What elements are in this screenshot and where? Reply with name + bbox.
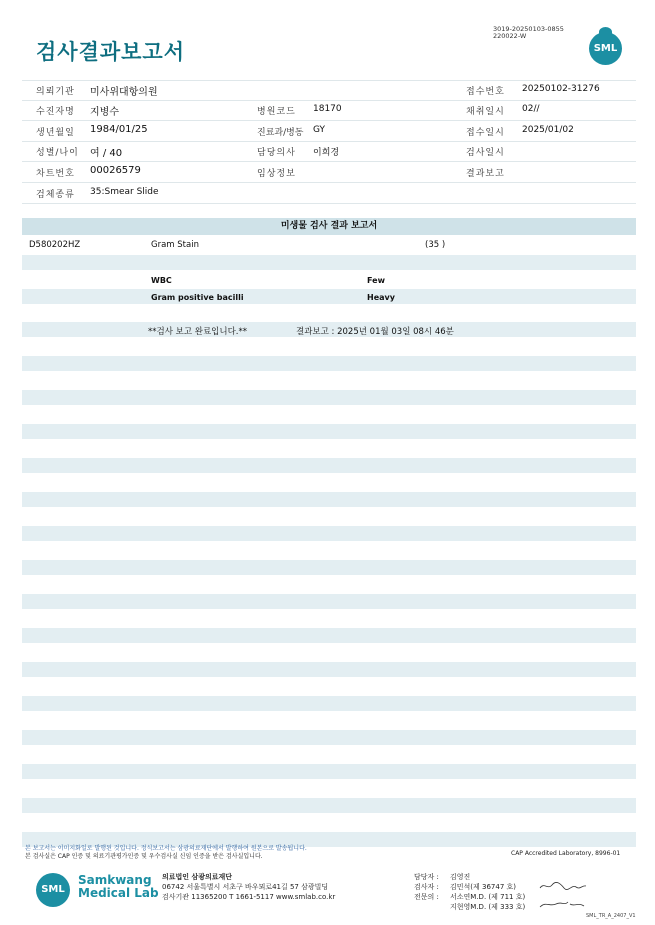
- label-receipt-date: 접수일시: [466, 128, 505, 138]
- footer-note-accreditation: 본 검사실은 CAP 인증 및 의료기관평가인증 및 우수검사실 신임 인증을 받은 검사실입니다.: [25, 853, 263, 860]
- result-value: Few: [367, 276, 385, 285]
- label-doctor: 담당의사: [257, 148, 296, 158]
- divider: [22, 100, 636, 101]
- result-band: [22, 424, 636, 439]
- brand-line2: Medical Lab: [78, 886, 159, 900]
- label-hospital-code: 병원코드: [257, 107, 296, 117]
- org-name: 의료법인 삼광의료재단: [162, 873, 233, 881]
- result-band: [22, 356, 636, 371]
- value-patient-name: 지병수: [90, 107, 119, 118]
- label-department: 진료과/병동: [257, 128, 304, 138]
- value-specimen-type: 35:Smear Slide: [90, 187, 159, 197]
- result-band: [22, 458, 636, 473]
- divider: [22, 161, 636, 162]
- value-doctor: 이희경: [313, 148, 340, 158]
- footer-note-image: 본 보고서는 이미지화일로 발행된 것입니다. 정식보고서는 삼광의료재단에서 발행하여 원본으로 발송됩니다.: [25, 845, 307, 852]
- test-code: D580202HZ: [29, 240, 81, 250]
- staff-name: 김영진: [450, 873, 471, 881]
- signature-icon: [538, 880, 588, 892]
- result-band: [22, 730, 636, 745]
- doc-id-line1: 3019-20250103-0855: [493, 25, 564, 33]
- staff-name: 김민석(제 36747 호): [450, 883, 516, 891]
- result-band: [22, 798, 636, 813]
- staff-role: 전문의 :: [414, 893, 439, 901]
- divider: [22, 120, 636, 121]
- label-collection-date: 채취일시: [466, 107, 505, 117]
- result-band: [22, 560, 636, 575]
- form-code: SML_TR_A_2407_V1: [586, 913, 636, 919]
- value-chart-number: 00026579: [90, 165, 141, 176]
- divider: [22, 182, 636, 183]
- report-timestamp: 결과보고 : 2025년 01월 03일 08시 46분: [296, 327, 454, 337]
- cap-accreditation: CAP Accredited Laboratory, 8996-01: [511, 850, 621, 857]
- org-contact: 검사기관 11365200 T 1661-5117 www.smlab.co.kr: [162, 893, 336, 901]
- label-clinical-info: 임상정보: [257, 169, 296, 179]
- result-name: Gram positive bacilli: [151, 293, 244, 302]
- result-band: [22, 289, 636, 304]
- staff-name: 지현영M.D. (제 333 호): [450, 903, 526, 911]
- divider: [22, 141, 636, 142]
- label-chart-number: 차트번호: [36, 169, 75, 179]
- label-birth-date: 생년월일: [36, 128, 75, 138]
- value-department: GY: [313, 125, 326, 135]
- staff-role: [414, 902, 439, 912]
- signature-icon: [538, 898, 588, 910]
- label-requesting-org: 의뢰기관: [36, 87, 75, 97]
- result-band: [22, 594, 636, 609]
- result-band: [22, 696, 636, 711]
- value-receipt-number: 20250102-31276: [522, 84, 600, 94]
- sml-logo-icon: SML: [36, 873, 70, 907]
- page-title: 검사결과보고서: [36, 40, 186, 64]
- label-result-report: 결과보고: [466, 169, 505, 179]
- result-band: [22, 764, 636, 779]
- doc-id-line2: 220022-W: [493, 32, 527, 40]
- value-requesting-org: 미사위대항의원: [90, 87, 158, 98]
- sml-logo-icon: SML: [589, 32, 622, 65]
- staff-role: 검사자 :: [414, 883, 439, 891]
- result-name: WBC: [151, 276, 172, 285]
- result-band: [22, 492, 636, 507]
- label-patient-name: 수진자명: [36, 107, 75, 117]
- org-address: 06742 서울특별시 서초구 바우뫼로41길 57 삼광빌딩: [162, 883, 329, 891]
- staff-role: 담당자 :: [414, 873, 439, 881]
- brand-name: [78, 874, 159, 900]
- org-info: [162, 872, 335, 902]
- value-birth-date: 1984/01/25: [90, 124, 148, 135]
- label-test-date: 검사일시: [466, 148, 505, 158]
- value-sex-age: 여 / 40: [90, 148, 123, 159]
- value-hospital-code: 18170: [313, 104, 342, 114]
- staff-names: [450, 872, 525, 912]
- report-complete-message: **검사 보고 완료입니다.**: [148, 327, 248, 337]
- value-collection-date: 02//: [522, 104, 540, 114]
- result-band: [22, 628, 636, 643]
- document-id: [493, 26, 564, 40]
- label-receipt-number: 접수번호: [466, 87, 505, 97]
- staff-roles: [414, 872, 439, 912]
- test-number: (35 ): [425, 240, 446, 250]
- result-band: [22, 390, 636, 405]
- brand-line1: Samkwang: [78, 873, 152, 887]
- result-band: [22, 526, 636, 541]
- staff-name: 서소연M.D. (제 711 호): [450, 893, 526, 901]
- section-title: 미생물 검사 결과 보고서: [22, 218, 636, 235]
- test-name: Gram Stain: [151, 240, 199, 250]
- result-band: [22, 255, 636, 270]
- result-band: [22, 662, 636, 677]
- result-value: Heavy: [367, 293, 395, 302]
- divider: [22, 203, 636, 204]
- divider: [22, 80, 636, 81]
- label-specimen-type: 검체종류: [36, 190, 75, 200]
- value-receipt-date: 2025/01/02: [522, 125, 574, 135]
- label-sex-age: 성별/나이: [36, 148, 79, 158]
